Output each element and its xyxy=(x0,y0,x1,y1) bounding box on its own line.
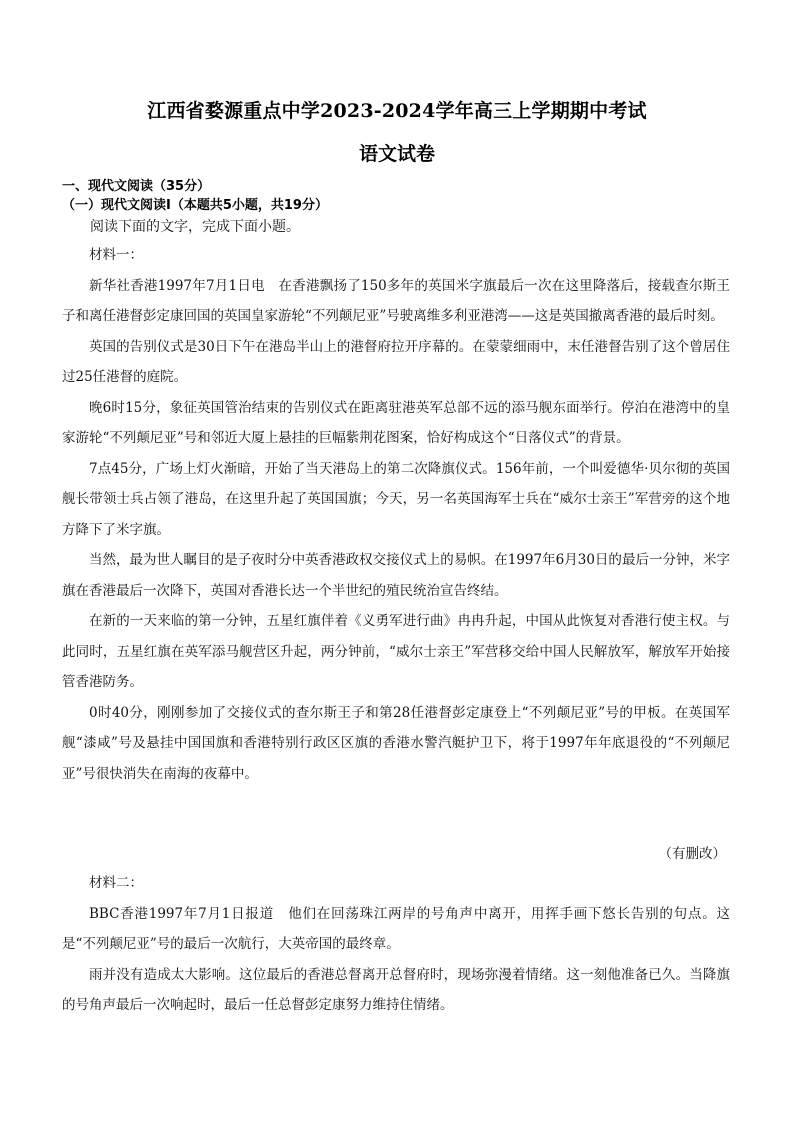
paragraph: 7点45分，广场上灯火渐暗，开始了当天港岛上的第二次降旗仪式。156年前，一个叫爱德华·贝尔彻的英国舰长带领士兵占领了港岛，在这里升起了英国国旗；今天，另一名英国海军士兵在“威尔士亲王”军营旁的这个地方降下了米字旗。 xyxy=(62,460,730,538)
material-two xyxy=(62,868,730,1021)
exam-title: 江西省婺源重点中学2023-2024学年高三上学期期中考试 xyxy=(147,100,647,122)
paragraph: 当然，最为世人瞩目的是子夜时分中英香港政权交接仪式上的易帜。在1997年6月30日的最后一分钟，米字旗在香港最后一次降下，英国对香港长达一个半世纪的殖民统治宣告终结。 xyxy=(62,552,730,599)
paragraph: 英国的告别仪式是30日下午在港岛半山上的港督府拉开序幕的。在蒙蒙细雨中，末任港督告别了这个曾居住过25任港督的庭院。 xyxy=(62,338,730,385)
paragraph: 雨并没有造成太大影响。这位最后的香港总督离开总督府时，现场弥漫着情绪。这一刻他准备已久。当降旗的号角声最后一次响起时，最后一任总督彭定康努力维持住情绪。 xyxy=(62,966,730,1013)
paragraph: 新华社香港1997年7月1日电 在香港飘扬了150多年的英国米字旗最后一次在这里降落后，接载查尔斯王子和离任港督彭定康回国的英国皇家游轮“不列颠尼亚”号驶离维多利亚港湾——这是英国撤离香港的最后时刻。 xyxy=(62,277,730,324)
exam-subtitle: 语文试卷 xyxy=(358,143,435,165)
paragraph: 晚6时15分，象征英国管治结束的告别仪式在距离驻港英军总部不远的添马舰东面举行。停泊在港湾中的皇家游轮“不列颠尼亚”号和邻近大厦上悬挂的巨幅紫荆花图案，恰好构成这个“日落仪式”的背景。 xyxy=(62,399,730,446)
paragraph: 0时40分，刚刚参加了交接仪式的查尔斯王子和第28任港督彭定康登上“不列颠尼亚”号的甲板。在英国军舰“漆咸”号及悬挂中国国旗和香港特别行政区区旗的香港水警汽艇护卫下，将于1997年年底退役的“不列颠尼亚”号很快消失在南海的夜幕中。 xyxy=(62,704,730,782)
subsection-heading: （一）现代文阅读Ⅰ（本题共5小题，共19分） xyxy=(62,198,328,213)
reading-instruction: 阅读下面的文字，完成下面小题。 xyxy=(90,219,300,235)
material-label: 材料二： xyxy=(89,875,143,891)
paragraph: 在新的一天来临的第一分钟，五星红旗伴着《义勇军进行曲》冉冉升起，中国从此恢复对香港行使主权。与此同时，五星红旗在英军添马舰营区升起，两分钟前，“威尔士亲王”军营移交给中国人民解放军，解放军开始接管香港防务。 xyxy=(62,613,730,690)
material-one xyxy=(62,240,730,789)
material-label: 材料一： xyxy=(89,247,143,263)
paragraph: BBC香港1997年7月1日报道 他们在回荡珠江两岸的号角声中离开，用挥手画下悠长告别的句点。这是“不列颠尼亚”号的最后一次航行，大英帝国的最终章。 xyxy=(62,905,730,952)
section-heading: 一、现代文阅读（35分） xyxy=(62,179,211,194)
abridged-note: （有删改） xyxy=(658,846,726,862)
